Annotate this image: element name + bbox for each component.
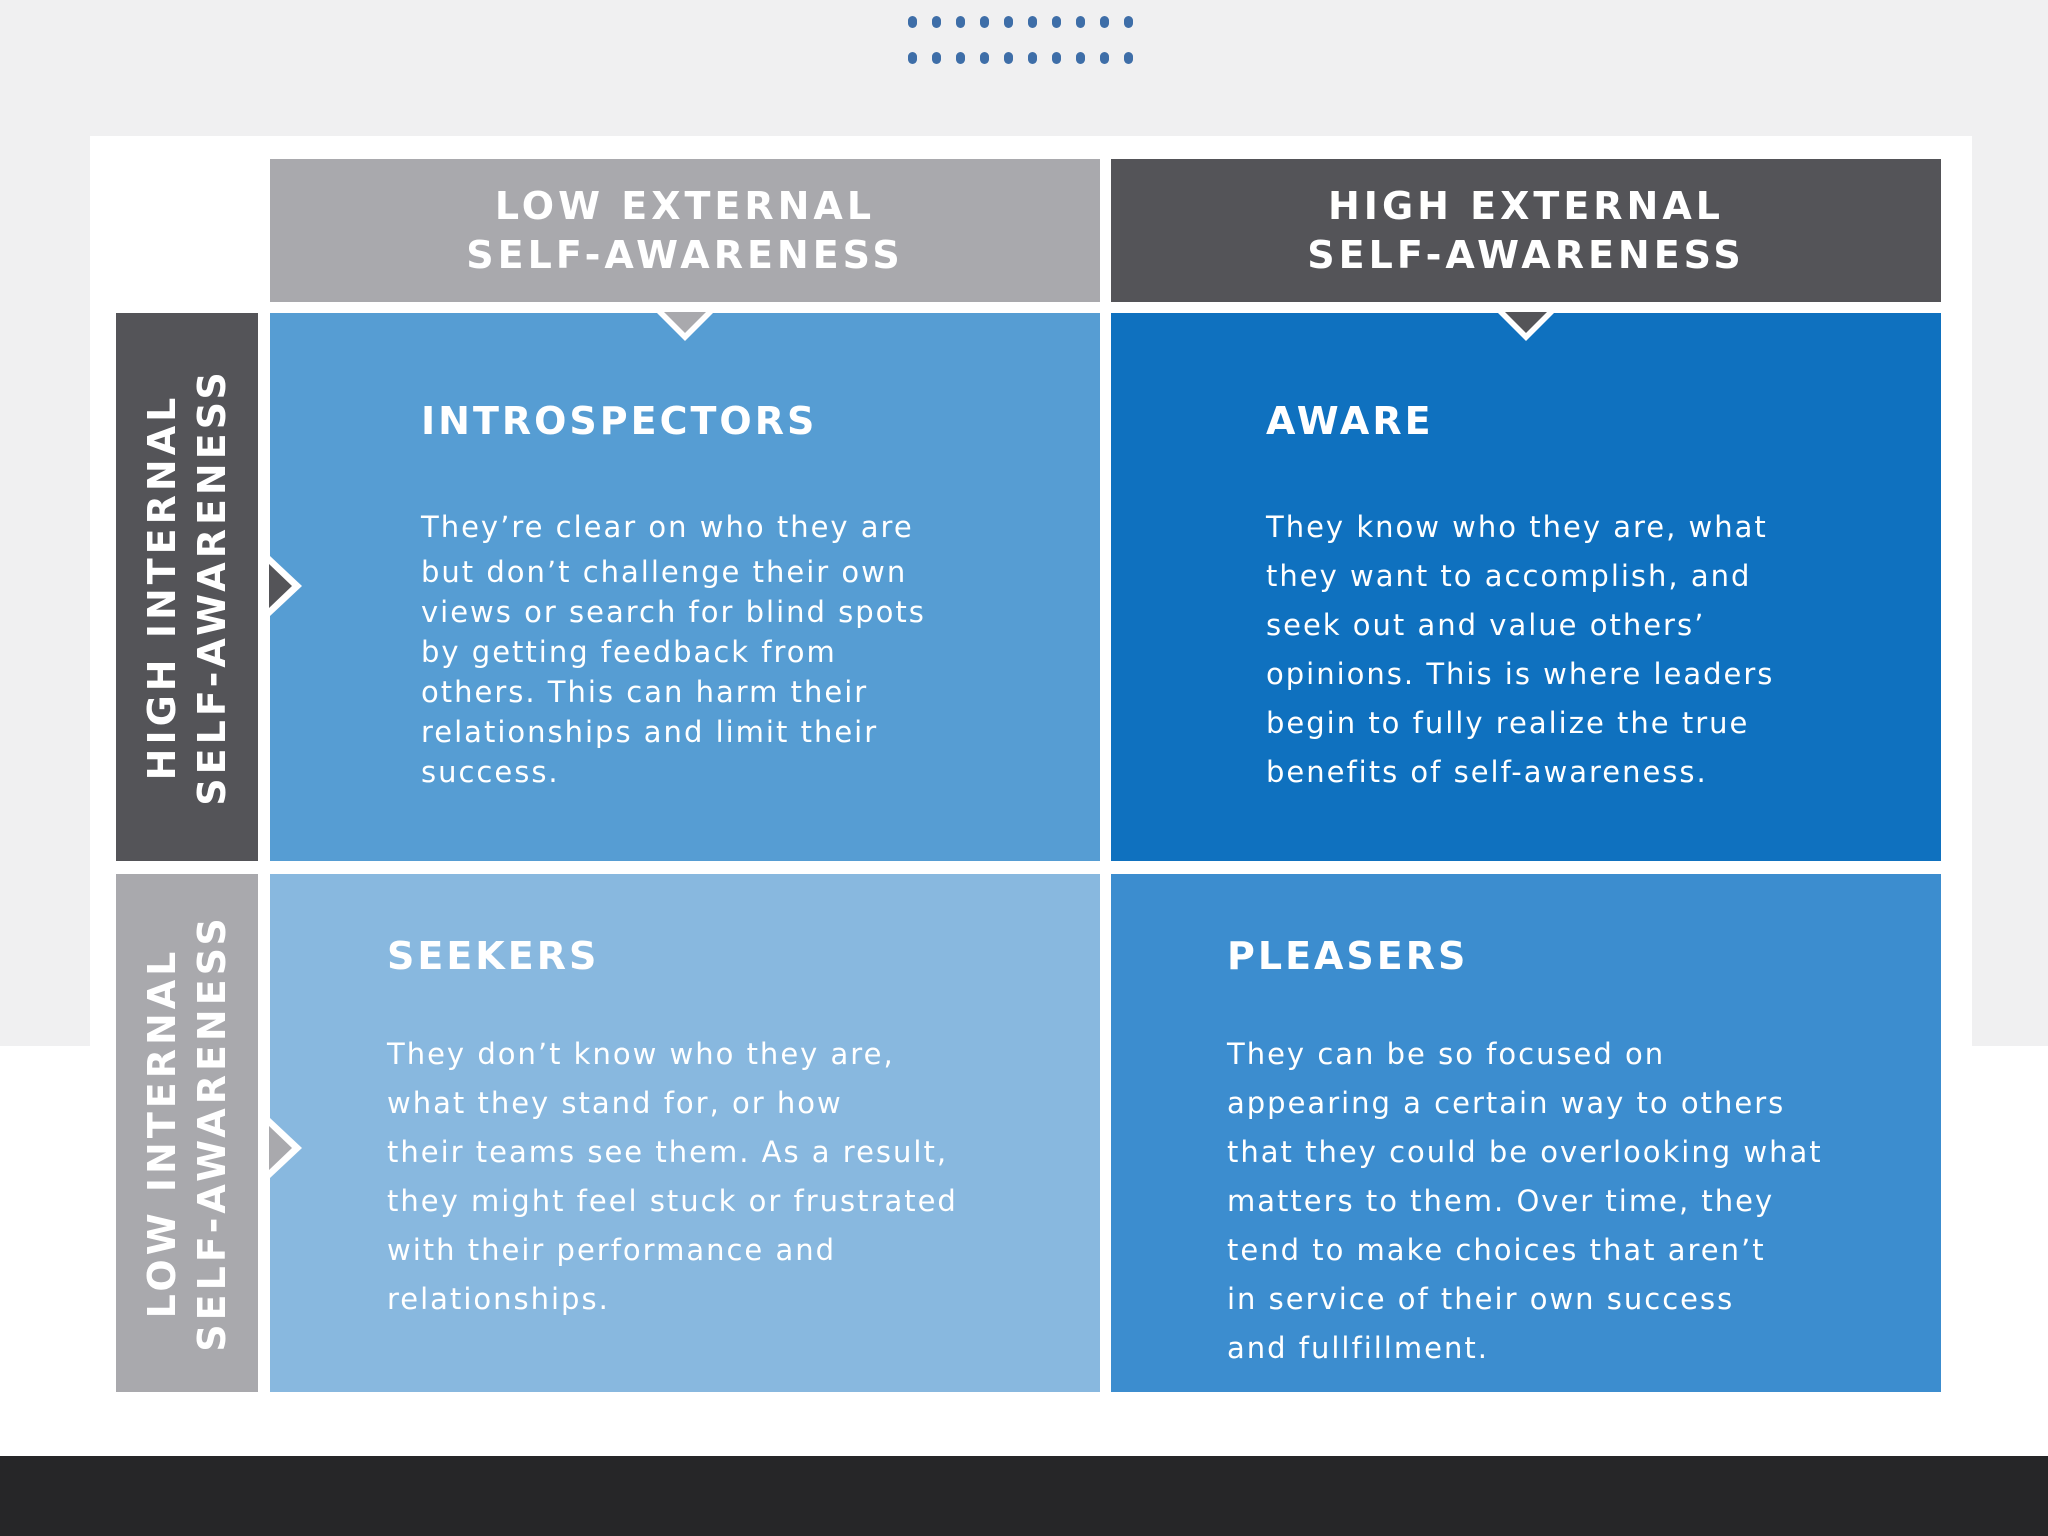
description-line: They don’t know who they are, [387,1037,895,1071]
dot [1028,16,1037,28]
chevron-right-icon [270,1118,302,1178]
description-line: but don’t challenge their own [421,555,908,589]
quadrant-title: SEEKERS [387,934,600,978]
dot [980,52,989,64]
dot [1076,16,1085,28]
description-line: that they could be overlooking what [1227,1135,1823,1169]
description-line: opinions. This is where leaders [1266,657,1775,691]
footer-bar [0,1456,2048,1536]
description-line: They’re clear on who they are [421,510,914,544]
description-line: they might feel stuck or frustrated [387,1184,958,1218]
description-line: benefits of self-awareness. [1266,755,1708,789]
description-line: relationships. [387,1282,610,1316]
quadrant-title: AWARE [1266,399,1434,443]
description-line: They know who they are, what [1266,510,1768,544]
chevron-down-icon [657,313,713,341]
description-line: what they stand for, or how [387,1086,843,1120]
description-line: and fullfillment. [1227,1331,1489,1365]
dot [1004,52,1013,64]
dot [956,16,965,28]
description-line: others. This can harm their [421,675,869,709]
dot [932,16,941,28]
dot [956,52,965,64]
dot [1004,16,1013,28]
description-line: by getting feedback from [421,635,837,669]
column-header-high-external [1111,159,1941,302]
dot [908,16,917,28]
quadrant-description [387,1030,958,1324]
description-line: their teams see them. As a result, [387,1135,949,1169]
description-line: appearing a certain way to others [1227,1086,1786,1120]
description-line: success. [421,755,560,789]
dot [1052,16,1061,28]
row-header-line: SELF-AWARENESS [190,368,234,806]
quadrant-introspectors [270,313,1100,861]
row-header-line: LOW INTERNAL [140,947,184,1319]
description-line: they want to accomplish, and [1266,559,1752,593]
quadrant-aware [1111,313,1941,861]
dot [1052,52,1061,64]
dot [1028,52,1037,64]
chevron-down-icon [1498,313,1554,341]
dot [1124,16,1133,28]
row-header-line: SELF-AWARENESS [190,914,234,1352]
quadrant-description [1266,503,1774,797]
row-header-line: HIGH INTERNAL [140,393,184,781]
quadrant-seekers [270,874,1100,1392]
dot [1124,52,1133,64]
description-line: seek out and value others’ [1266,608,1706,642]
description-line: matters to them. Over time, they [1227,1184,1775,1218]
description-line: begin to fully realize the true [1266,706,1750,740]
dot [1076,52,1085,64]
column-header-line: LOW EXTERNAL [494,183,876,228]
column-header-low-external [270,159,1100,302]
row-header-high-internal [116,313,258,861]
description-line: tend to make choices that aren’t [1227,1233,1766,1267]
description-line: relationships and limit their [421,715,879,749]
description-line: views or search for blind spots [421,595,926,629]
chevron-right-icon [270,556,302,616]
description-line: They can be so focused on [1227,1037,1666,1071]
dot [1100,52,1109,64]
decorative-dots [908,16,1144,72]
column-header-line: SELF-AWARENESS [466,232,904,277]
quadrant-title: PLEASERS [1227,934,1469,978]
dot [980,16,989,28]
description-line: in service of their own success [1227,1282,1735,1316]
column-header-line: SELF-AWARENESS [1307,232,1745,277]
row-header-low-internal [116,874,258,1392]
dot [932,52,941,64]
quadrant-title: INTROSPECTORS [421,399,818,443]
quadrant-description [421,503,926,792]
column-header-line: HIGH EXTERNAL [1328,183,1724,228]
quadrant-pleasers [1111,874,1941,1392]
description-line: with their performance and [387,1233,837,1267]
dot [1100,16,1109,28]
quadrant-description [1227,1030,1823,1373]
dot [908,52,917,64]
